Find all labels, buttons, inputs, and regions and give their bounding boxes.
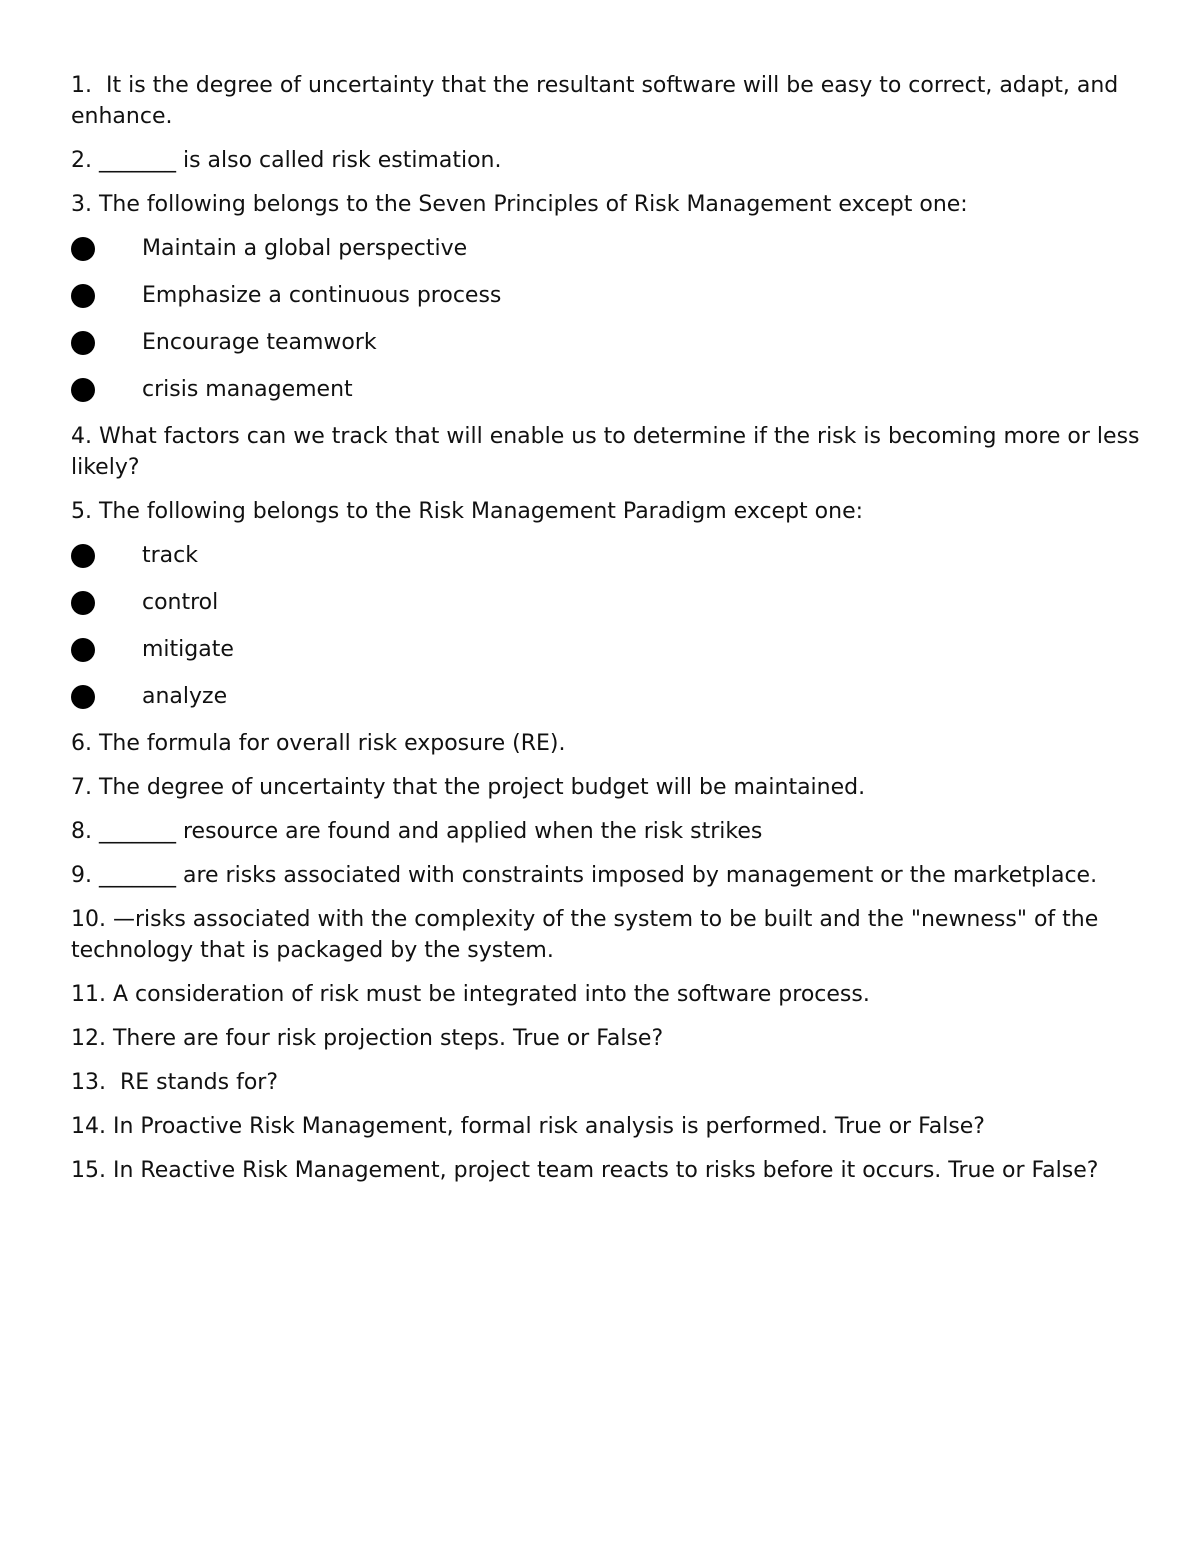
question-paragraph: 4. What factors can we track that will enable us to determine if the risk is becoming more or less likely?: [71, 424, 1147, 480]
question-paragraph: 2. _______ is also called risk estimation.: [71, 148, 502, 173]
bullet-icon: [71, 284, 95, 308]
bullet-option: [71, 634, 1141, 665]
bullet-icon: [71, 378, 95, 402]
bullet-icon: [71, 638, 95, 662]
document-page: [71, 70, 1147, 1199]
question-paragraph: 15. In Reactive Risk Management, project team reacts to risks before it occurs. True or False?: [71, 1158, 1099, 1183]
bullet-icon: [71, 331, 95, 355]
bullet-option: [71, 280, 1141, 311]
bullet-option: [71, 327, 1141, 358]
question-paragraph: 12. There are four risk projection steps. True or False?: [71, 1026, 664, 1051]
question-paragraph: 6. The formula for overall risk exposure (RE).: [71, 731, 566, 756]
bullet-icon: [71, 591, 95, 615]
bullet-icon: [71, 237, 95, 261]
bullet-text: Maintain a global perspective: [142, 236, 468, 261]
bullet-text: Encourage teamwork: [142, 330, 377, 355]
question-paragraph: 10. —risks associated with the complexity of the system to be built and the "newness" of the technology that is packaged by the system.: [71, 907, 1106, 963]
bullet-option: [71, 540, 1141, 571]
bullet-option: [71, 587, 1141, 618]
question-paragraph: 8. _______ resource are found and applied when the risk strikes: [71, 819, 763, 844]
question-paragraph: 9. _______ are risks associated with constraints imposed by management or the marketplace.: [71, 863, 1098, 888]
question-paragraph: 3. The following belongs to the Seven Principles of Risk Management except one:: [71, 192, 968, 217]
bullet-icon: [71, 544, 95, 568]
question-paragraph: 11. A consideration of risk must be integrated into the software process.: [71, 982, 870, 1007]
bullet-text: crisis management: [142, 377, 353, 402]
bullet-option: [71, 374, 1141, 405]
bullet-text: track: [142, 543, 198, 568]
bullet-text: control: [142, 590, 219, 615]
bullet-option: [71, 681, 1141, 712]
question-paragraph: 13. RE stands for?: [71, 1070, 279, 1095]
question-paragraph: 1. It is the degree of uncertainty that the resultant software will be easy to correct, adapt, and enhance.: [71, 73, 1126, 129]
bullet-text: mitigate: [142, 637, 234, 662]
bullet-text: Emphasize a continuous process: [142, 283, 502, 308]
bullet-option: [71, 233, 1141, 264]
bullet-text: analyze: [142, 684, 228, 709]
bullet-icon: [71, 685, 95, 709]
question-paragraph: 7. The degree of uncertainty that the project budget will be maintained.: [71, 775, 866, 800]
question-paragraph: 5. The following belongs to the Risk Management Paradigm except one:: [71, 499, 864, 524]
question-paragraph: 14. In Proactive Risk Management, formal risk analysis is performed. True or False?: [71, 1114, 985, 1139]
